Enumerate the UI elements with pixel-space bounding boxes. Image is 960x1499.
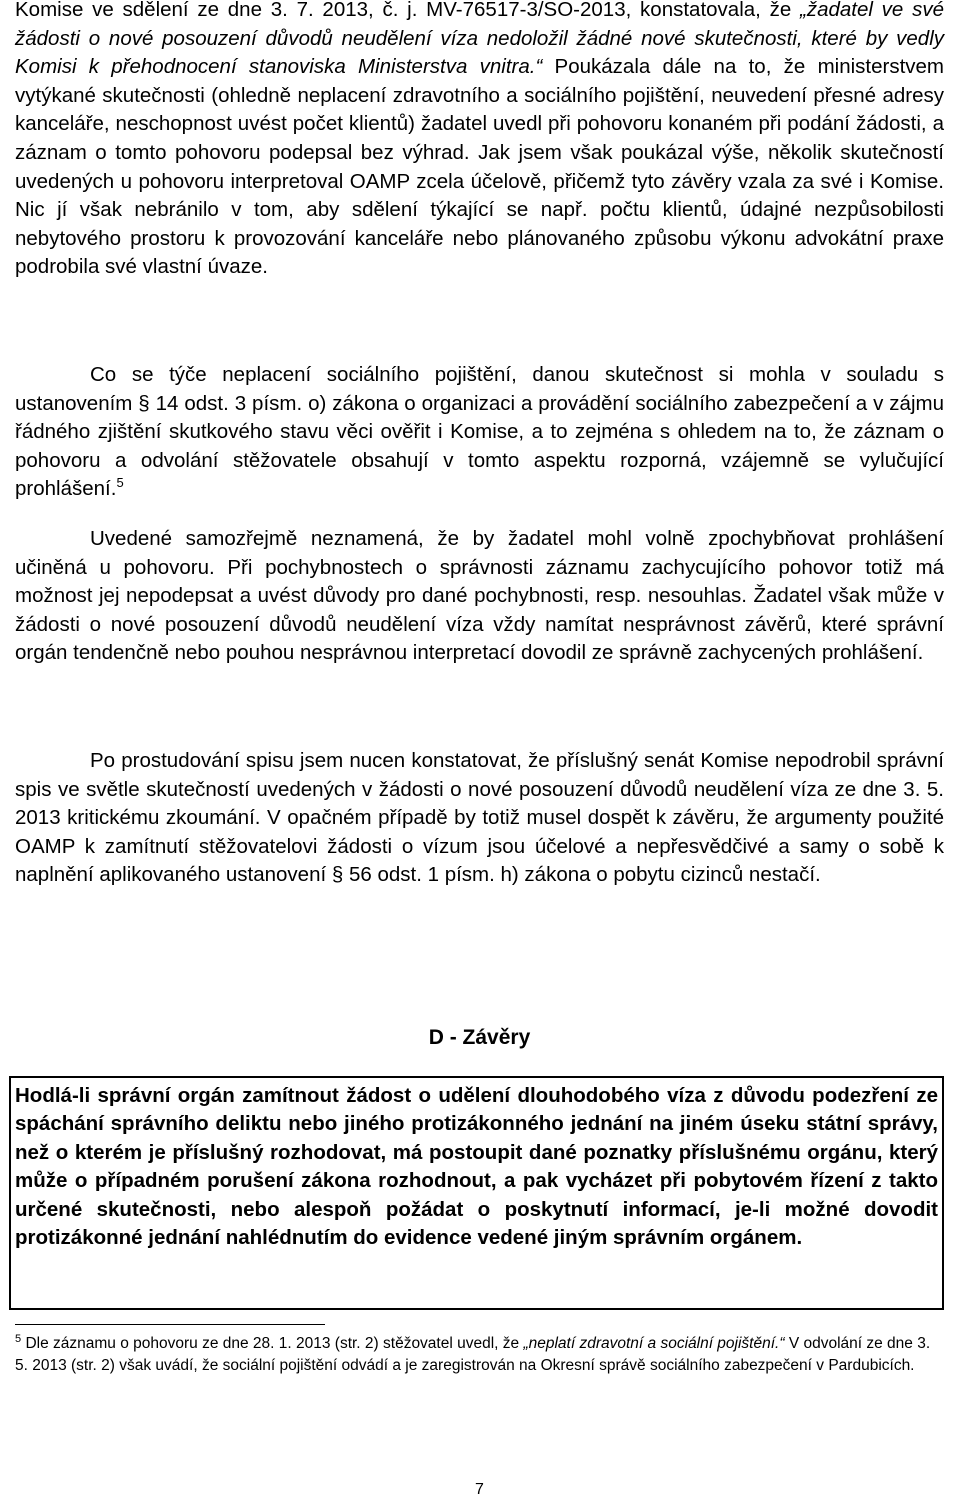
paragraph-text: Po prostudování spisu jsem nucen konstatovat, že příslušný senát Komise nepodrobil správní spis ve světle skutečností uvedených v žádosti o nové posouzení důvodů neudělení víza ze dne 3. 5. 2013 kritickému zkoumání. V opačném případě by totiž musel dospět k závěru, že argumenty použité OAMP k zamítnutí stěžovatelovi žádosti o vízum jsou účelové a nepřesvědčivé a samy o sobě k naplnění aplikovaného ustanovení § 56 odst. 1 písm. h) zákona o pobytu cizinců nestačí.	[15, 749, 944, 887]
conclusion-box	[9, 1076, 944, 1310]
footnote-reference[interactable]: 5	[116, 475, 124, 491]
footnote-separator	[15, 1324, 325, 1325]
paragraph-social-insurance	[15, 361, 944, 504]
paragraph-text: Poukázala dále na to, že ministerstvem vytýkané skutečnosti (ohledně neplacení zdravotního a sociálního pojištění, neuvedení přesné adresy kanceláře, neschopnost uvést počet klientů) žadatel uvedl při pohovoru konaném při podání žádosti, a záznam o tomto pohovoru podepsal bez výhrad. Jak jsem však poukázal výše, několik skutečností uvedených u pohovoru interpretoval OAMP zcela účelově, přičemž tyto závěry vzala za své i Komise. Nic jí však nebránilo v tom, aby sdělení týkající se např. počtu klientů, údajné nezpůsobilosti nebytového prostoru k provozování kanceláře nebo plánovaného způsobu výkonu advokátní praxe podrobila své vlastní úvaze.	[15, 55, 945, 279]
paragraph-text: Komise ve sdělení ze dne 3. 7. 2013, č. j. MV-76517-3/SO-2013, konstatovala, že	[15, 0, 800, 21]
conclusion-text: Hodlá-li správní orgán zamítnout žádost o udělení dlouhodobého víza z důvodu podezření ze spáchání správního deliktu nebo jiného protizákonného jednání na jiném úseku státní správy, než o kterém je příslušný rozhodovat, má postoupit dané poznatky příslušnému orgánu, který může o případném porušení zákona rozhodnout, a pak vycházet při pobytovém řízení z takto určené skutečnosti, nebo alespoň požádat o poskytnutí informací, je-li možné dovodit protizákonné jednání nahlédnutím do evidence vedené jiným správním orgánem.	[15, 1084, 938, 1250]
paragraph-interview-statements	[15, 525, 944, 668]
footnote-number: 5	[15, 1333, 22, 1345]
footnote-text: V odvolání ze dne 3. 5. 2013 (str. 2) však uvádí, že sociální pojištění odvádí a je zaregistrován na Okresní správě sociálního zabezpečení v Pardubicích.	[15, 1335, 931, 1374]
footnote	[15, 1333, 944, 1376]
paragraph-text: Uvedené samozřejmě neznamená, že by žadatel mohl volně zpochybňovat prohlášení učiněná u pohovoru. Při pochybnostech o správnosti záznamu zachycujícího pohovor totiž má možnost jej nepodepsat a uvést důvody pro dané pochybnosti, resp. nesouhlas. Žadatel však může v žádosti o nové posouzení důvodů neudělení víza vždy namítat nesprávnost závěrů, které správní orgán tendenčně nebo pouhou nesprávnou interpretací dovodil ze správně zachycených prohlášení.	[15, 527, 944, 665]
page-number: 7	[475, 1481, 484, 1498]
paragraph-file-review	[15, 747, 944, 890]
paragraph-text: Co se týče neplacení sociálního pojištění, danou skutečnost si mohla v souladu s ustanovením § 14 odst. 3 písm. o) zákona o organizaci a provádění sociálního zabezpečení a v zájmu řádného zjištění skutkového stavu věci ověřit i Komise, a to zejména s ohledem na to, že záznam o pohovoru a odvolání stěžovatele obsahují v tomto aspektu rozporná, vzájemně se vylučující prohlášení.	[15, 363, 944, 501]
footnote-text: Dle záznamu o pohovoru ze dne 28. 1. 2013 (str. 2) stěžovatel uvedl, že	[25, 1335, 524, 1352]
paragraph-commission-statement	[15, 0, 944, 282]
section-heading: D - Závěry	[428, 1026, 531, 1049]
footnote-quoted-text: „neplatí zdravotní a sociální pojištění.“	[523, 1335, 785, 1352]
quoted-italic-text: „žadatel ve své žádosti o nové posouzení důvodů neudělení víza nedoložil žádné nové skutečnosti, které by vedly Komisi k přehodnocení stanoviska Ministerstva vnitra.“	[15, 0, 944, 79]
